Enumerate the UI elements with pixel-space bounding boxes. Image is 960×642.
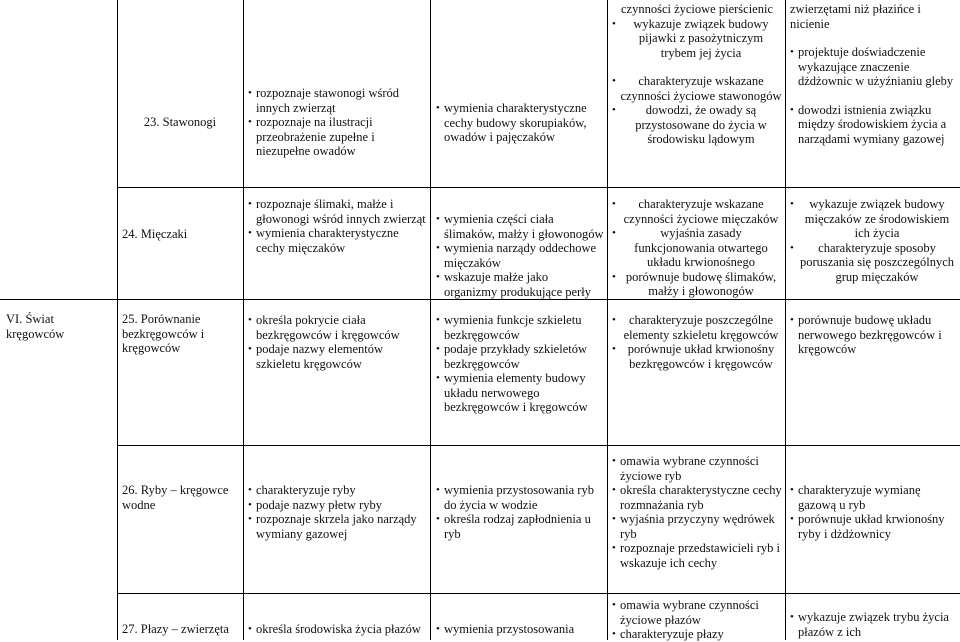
list-item: • charakteryzuje wymianę gazową u ryb xyxy=(790,483,956,512)
mieczaki-level3 xyxy=(612,197,782,299)
list-item: • charakteryzuje ryby xyxy=(248,483,426,498)
list-item: • omawia wybrane czynności życiowe płazów xyxy=(612,598,782,627)
list-item: • porównuje układ krwionośny ryby i dżdżownicy xyxy=(790,512,956,541)
mieczaki-level2 xyxy=(436,212,604,299)
list-item: • charakteryzuje wskazane czynności życiowe mięczaków xyxy=(612,197,782,226)
grid-line xyxy=(117,593,960,594)
topic-plazy: 27. Płazy – zwierzęta xyxy=(122,622,229,636)
grid-line xyxy=(785,0,786,640)
list-item: • określa pokrycie ciała bezkręgowców i kręgowców xyxy=(248,313,426,342)
list-item: • określa charakterystyczne cechy rozmnażania ryb xyxy=(612,483,782,512)
list-item: • porównuje układ krwionośny bezkręgowców i kręgowców xyxy=(612,342,782,371)
list-item: • wymienia funkcje szkieletu bezkręgowców xyxy=(436,313,604,342)
porownanie-level3 xyxy=(612,313,782,371)
porownanie-level2 xyxy=(436,313,604,415)
list-item: • wykazuje związek budowy pijawki z pasożytniczym trybem jej życia xyxy=(612,17,782,61)
plazy-level3 xyxy=(612,598,782,642)
list-item: • wskazuje małże jako organizmy produkujące perły xyxy=(436,270,604,299)
section-heading: VI. Świat kręgowców xyxy=(6,312,65,341)
grid-line xyxy=(607,0,608,640)
list-item: • wymienia części ciała ślimaków, małży i głowonogów xyxy=(436,212,604,241)
plazy-level1 xyxy=(248,622,426,637)
porownanie-level1 xyxy=(248,313,426,371)
list-item: • rozpoznaje na ilustracji przeobrażenie zupełne i niezupełne owadów xyxy=(248,115,423,159)
mieczaki-level1 xyxy=(248,197,426,255)
list-item: • rozpoznaje ślimaki, małże i głowonogi wśród innych zwierząt xyxy=(248,197,426,226)
stawonogi-level4 xyxy=(790,2,956,146)
list-item: • podaje nazwy płetw ryby xyxy=(248,498,426,513)
plazy-level4 xyxy=(790,610,956,639)
list-item: • charakteryzuje poszczególne elementy szkieletu kręgowców xyxy=(612,313,782,342)
list-item: • wymienia charakterystyczne cechy mięczaków xyxy=(248,226,426,255)
list-item: • dowodzi istnienia związku między środowiskiem życia a narządami wymiany gazowej xyxy=(790,103,956,147)
grid-line xyxy=(117,187,960,188)
topic-ryby: 26. Ryby – kręgowce wodne xyxy=(122,483,229,512)
grid-line xyxy=(243,0,244,640)
list-item: • dowodzi, że owady są przystosowane do życia w środowisku lądowym xyxy=(612,103,782,147)
list-item: • charakteryzuje wskazane czynności życiowe stawonogów xyxy=(612,74,782,103)
grid-line xyxy=(0,299,960,300)
list-item: • wymienia elementy budowy układu nerwowego bezkręgowców i kręgowców xyxy=(436,371,604,415)
topic-stawonogi: 23. Stawonogi xyxy=(143,115,217,129)
list-item: • wymienia przystosowania xyxy=(436,622,604,637)
list-item: • porównuje budowę układu nerwowego bezkręgowców i kręgowców xyxy=(790,313,956,357)
ryby-level3 xyxy=(612,454,782,570)
list-item: • charakteryzuje płazy xyxy=(612,627,782,642)
list-item: • podaje nazwy elementów szkieletu kręgowców xyxy=(248,342,426,371)
list-item: • podaje przykłady szkieletów bezkręgowców xyxy=(436,342,604,371)
list-item: • charakteryzuje sposoby poruszania się poszczególnych grup mięczaków xyxy=(790,241,956,285)
list-item: • rozpoznaje przedstawicieli ryb i wskazuje ich cechy xyxy=(612,541,782,570)
list-item: • wymienia przystosowania ryb do życia w wodzie xyxy=(436,483,604,512)
list-item: • rozpoznaje stawonogi wśród innych zwierząt xyxy=(248,86,423,115)
mieczaki-level4 xyxy=(790,197,956,284)
porownanie-level4 xyxy=(790,313,956,357)
list-item: • wyjaśnia przyczyny wędrówek ryb xyxy=(612,512,782,541)
list-item: • wykazuje związek budowy mięczaków ze środowiskiem ich życia xyxy=(790,197,956,241)
topic-mieczaki: 24. Mięczaki xyxy=(122,227,188,241)
ryby-level2 xyxy=(436,483,604,541)
list-item: • projektuje doświadczenie wykazujące znaczenie dżdżownic w użyźnianiu gleby xyxy=(790,45,956,89)
plazy-level2 xyxy=(436,622,604,637)
list-item: • określa środowiska życia płazów xyxy=(248,622,426,637)
list-item: • wykazuje związek trybu życia płazów z ich xyxy=(790,610,956,639)
list-item: • wyjaśnia zasady funkcjonowania otwartego układu krwionośnego xyxy=(612,226,782,270)
list-item: • wymienia narządy oddechowe mięczaków xyxy=(436,241,604,270)
continued-text: zwierzętami niż płazińce i nicienie xyxy=(790,2,921,31)
grid-line xyxy=(117,445,960,446)
grid-line xyxy=(117,0,118,640)
list-item: • wymienia charakterystyczne cechy budowy skorupiaków, owadów i pajęczaków xyxy=(436,101,602,145)
ryby-level4 xyxy=(790,483,956,541)
stawonogi-level1 xyxy=(248,86,423,159)
ryby-level1 xyxy=(248,483,426,541)
list-item: • rozpoznaje skrzela jako narządy wymiany gazowej xyxy=(248,512,426,541)
grid-line xyxy=(430,0,431,640)
topic-porownanie: 25. Porównanie bezkręgowców i kręgowców xyxy=(122,312,205,355)
continued-text: czynności życiowe pierścienic xyxy=(620,2,773,16)
stawonogi-level3 xyxy=(612,2,782,147)
list-item: • omawia wybrane czynności życiowe ryb xyxy=(612,454,782,483)
list-item: • porównuje budowę ślimaków, małży i głowonogów xyxy=(612,270,782,299)
list-item: • określa rodzaj zapłodnienia u ryb xyxy=(436,512,604,541)
stawonogi-level2 xyxy=(436,101,602,145)
